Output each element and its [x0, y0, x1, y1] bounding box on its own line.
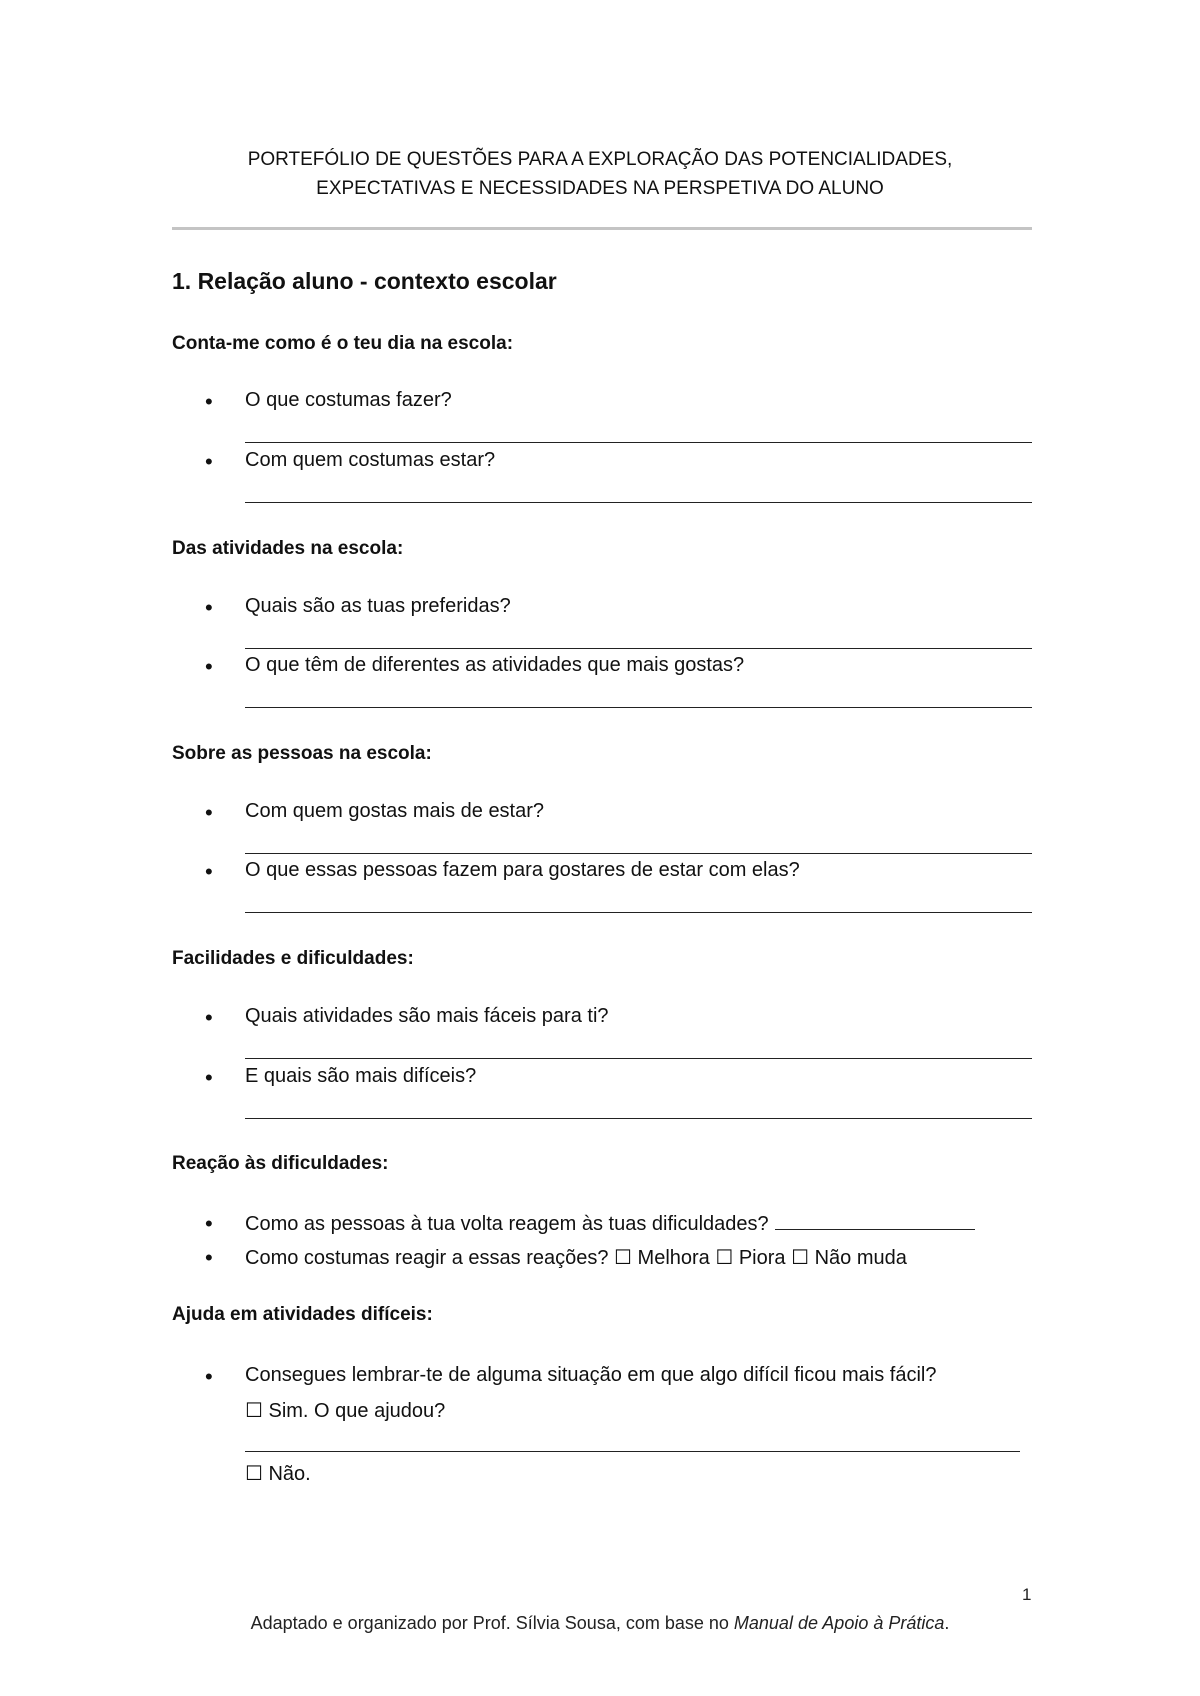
- question-text: Quais são as tuas preferidas?: [245, 595, 511, 617]
- question-text: Quais atividades são mais fáceis para ti?: [245, 1005, 609, 1027]
- checkbox-option-nao[interactable]: ☐ Não.: [245, 1463, 311, 1485]
- document-title: [0, 145, 1200, 203]
- group-heading-reacao: Reação às dificuldades:: [172, 1153, 389, 1174]
- footer-text: Adaptado e organizado por Prof. Sílvia Sousa, com base no: [250, 1613, 734, 1633]
- question-text: Com quem gostas mais de estar?: [245, 800, 545, 822]
- answer-line[interactable]: [245, 502, 1032, 503]
- answer-line[interactable]: [245, 853, 1032, 854]
- bullet: •: [205, 389, 213, 414]
- answer-line[interactable]: [245, 1118, 1032, 1119]
- bullet: •: [205, 859, 213, 884]
- document-title-line-2: EXPECTATIVAS E NECESSIDADES NA PERSPETIVA DO ALUNO: [316, 178, 884, 199]
- answer-line[interactable]: [245, 1451, 1020, 1452]
- question-text: Como as pessoas à tua volta reagem às tuas dificuldades?: [245, 1213, 769, 1235]
- answer-line[interactable]: [245, 707, 1032, 708]
- bullet: •: [205, 1065, 213, 1090]
- bullet: •: [205, 1005, 213, 1030]
- group-heading-pessoas: Sobre as pessoas na escola:: [172, 743, 432, 764]
- answer-line[interactable]: [245, 912, 1032, 913]
- group-heading-dia-escola: Conta-me como é o teu dia na escola:: [172, 333, 514, 354]
- bullet: •: [205, 595, 213, 620]
- bullet: •: [205, 800, 213, 825]
- question-text: Consegues lembrar-te de alguma situação em que algo difícil ficou mais fácil?: [245, 1364, 937, 1386]
- question-text: E quais são mais difíceis?: [245, 1065, 477, 1087]
- inline-answer-line[interactable]: [775, 1211, 975, 1230]
- footer-manual-title: Manual de Apoio à Prática: [733, 1613, 945, 1633]
- question-text: O que essas pessoas fazem para gostares de estar com elas?: [245, 859, 800, 881]
- bullet: •: [205, 1211, 213, 1236]
- document-title-line-1: PORTEFÓLIO DE QUESTÕES PARA A EXPLORAÇÃO DAS POTENCIALIDADES,: [247, 149, 953, 170]
- bullet: •: [205, 1245, 213, 1270]
- title-divider: [172, 227, 1032, 230]
- question-text: O que têm de diferentes as atividades que mais gostas?: [245, 654, 745, 676]
- question-with-checkboxes[interactable]: Como costumas reagir a essas reações? ☐ Melhora ☐ Piora ☐ Não muda: [245, 1247, 907, 1269]
- bullet: •: [205, 654, 213, 679]
- answer-line[interactable]: [245, 648, 1032, 649]
- question-with-inline-answer: [245, 1211, 975, 1236]
- bullet: •: [205, 449, 213, 474]
- group-heading-atividades: Das atividades na escola:: [172, 538, 404, 559]
- group-heading-facilidades: Facilidades e dificuldades:: [172, 948, 414, 969]
- footer-credit: [0, 1613, 1200, 1634]
- section-heading: 1. Relação aluno - contexto escolar: [172, 268, 557, 294]
- footer-end: .: [944, 1613, 950, 1633]
- page-number: 1: [1022, 1585, 1032, 1604]
- question-text: O que costumas fazer?: [245, 389, 452, 411]
- group-heading-ajuda: Ajuda em atividades difíceis:: [172, 1304, 433, 1325]
- checkbox-option-sim[interactable]: ☐ Sim. O que ajudou?: [245, 1400, 446, 1422]
- question-text: Com quem costumas estar?: [245, 449, 496, 471]
- answer-line[interactable]: [245, 1058, 1032, 1059]
- bullet: •: [205, 1364, 213, 1389]
- answer-line[interactable]: [245, 442, 1032, 443]
